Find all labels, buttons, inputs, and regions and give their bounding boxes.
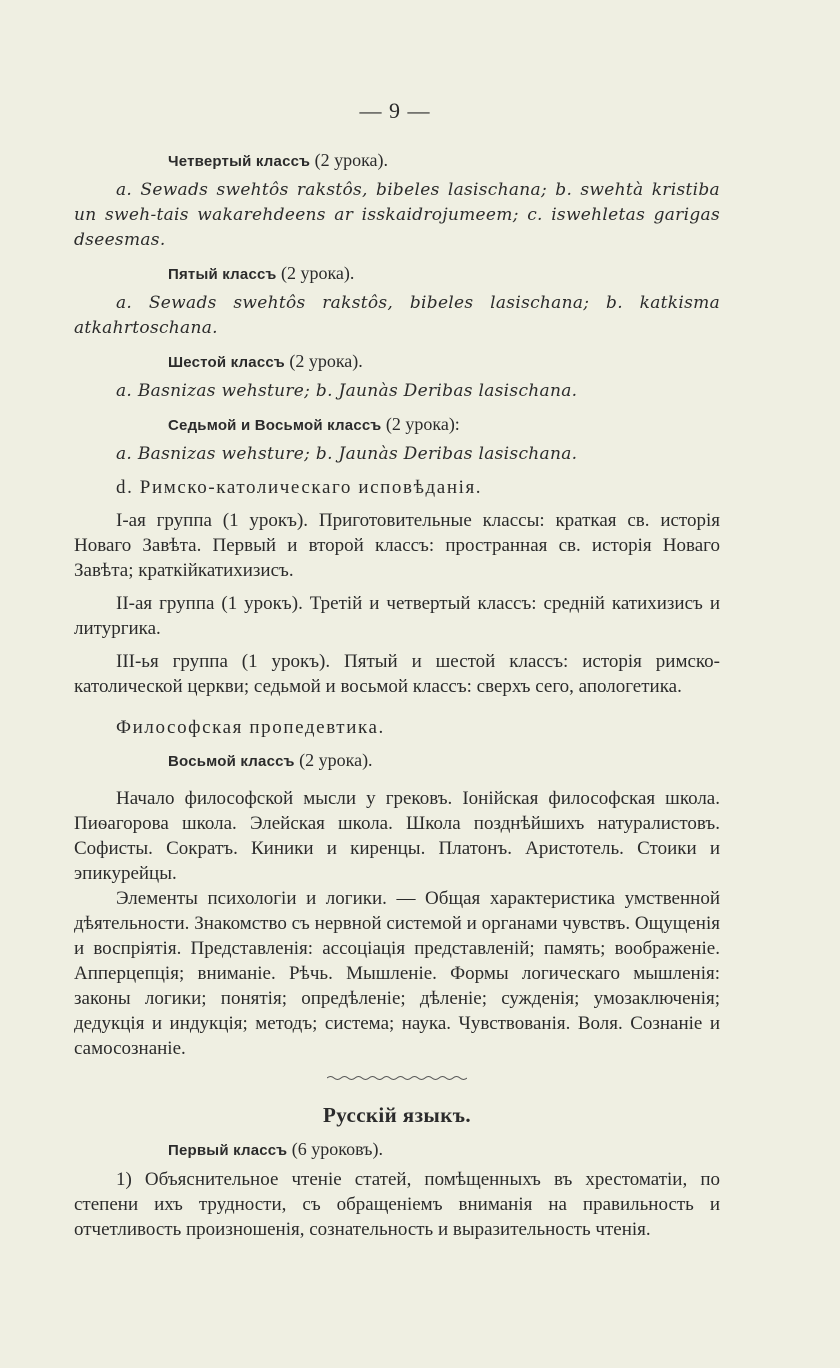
lesson-count: (2 урока).	[280, 263, 355, 283]
class-5-content: a. Sewads swehtôs rakstôs, bibeles lasischana; b. katkisma atkahrtoschana.	[74, 293, 720, 338]
russian-paragraph-1: 1) Объяснительное чтеніе статей, помѣщенныхъ въ хрестоматіи, по степени ихъ трудности, съ обращеніемъ вниманія на правильность и отчетливость произношенія, сознательность и выразительность чтенія.	[74, 1169, 720, 1240]
class-name: Пятый классъ	[168, 266, 277, 283]
group-2-paragraph: II-ая группа (1 урокъ). Третій и четвертый классъ: средній катихизисъ и литургика.	[74, 593, 720, 639]
class-heading-6	[168, 349, 720, 375]
page-body	[74, 140, 720, 1242]
lesson-count: (2 урока):	[385, 414, 460, 434]
philosophy-heading: Философская пропедевтика.	[116, 717, 385, 738]
class-4-content: a. Sewads swehtôs rakstôs, bibeles lasischana; b. swehtà kristiba un sweh-tais wakarehdeens ar isskaidrojumeem; c. iswehletas garigas dseesmas.	[74, 180, 720, 250]
ornament-divider	[327, 1075, 467, 1081]
class-heading-5	[168, 261, 720, 287]
group-3-paragraph: III-ья группа (1 урокъ). Пятый и шестой классъ: исторія римско-католической церкви; седьмой и восьмой классъ: сверхъ сего, апологетика.	[74, 651, 720, 697]
class-name: Седьмой и Восьмой классъ	[168, 417, 382, 434]
class-name: Шестой классъ	[168, 354, 285, 371]
page-number: — 9 —	[359, 98, 431, 123]
catholic-heading: d. Римско-католическаго исповѣданія.	[116, 477, 483, 498]
class-name: Восьмой классъ	[168, 753, 295, 770]
group-1-paragraph: I-ая группа (1 урокъ). Приготовительные классы: краткая св. исторія Новаго Завѣта. Первый и второй классъ: пространная св. исторія Новаго Завѣта; краткійкатихизисъ.	[74, 510, 720, 581]
lesson-count: (2 урока).	[289, 351, 363, 371]
philosophy-paragraph-2: Элементы психологіи и логики. — Общая характеристика умственной дѣятельности. Знакомство съ нервной системой и органами чувствъ. Ощущенія и воспріятія. Представленія: ассоціація представленій; память; воображеніе. Апперцепція; вниманіе. Рѣчь. Мышленіе. Формы логическаго мышленія: законы логики; понятія; опредѣленіе; дѣленіе; сужденія; умозаключенія; дедукція и индукція; методъ; система; наука. Чувствованія. Воля. Сознаніе и самосознаніе.	[74, 888, 720, 1059]
class-7-8-content: a. Basnizas wehsture; b. Jaunàs Deribas lasischana.	[116, 444, 578, 464]
class-heading-4	[168, 148, 720, 174]
class-heading-7-8	[168, 412, 720, 438]
philosophy-class-heading	[168, 748, 720, 774]
lesson-count: (2 урока).	[299, 750, 373, 770]
lesson-count: (2 урока).	[314, 150, 389, 170]
class-name: Четвертый классъ	[168, 153, 311, 170]
lesson-count: (6 уроковъ).	[291, 1139, 383, 1159]
class-6-content: a. Basnizas wehsture; b. Jaunàs Deribas lasischana.	[116, 381, 578, 401]
philosophy-paragraph-1: Начало философской мысли у грековъ. Іонійская философская школа. Пиѳагорова школа. Элейская школа. Школа позднѣйшихъ натуралистовъ. Софисты. Сократъ. Киники и киренцы. Платонъ. Аристотель. Стоики и эпикурейцы.	[74, 788, 720, 884]
russian-class-heading	[168, 1137, 720, 1163]
russian-section-title: Русскій языкъ.	[323, 1103, 471, 1127]
class-name: Первый классъ	[168, 1142, 288, 1159]
